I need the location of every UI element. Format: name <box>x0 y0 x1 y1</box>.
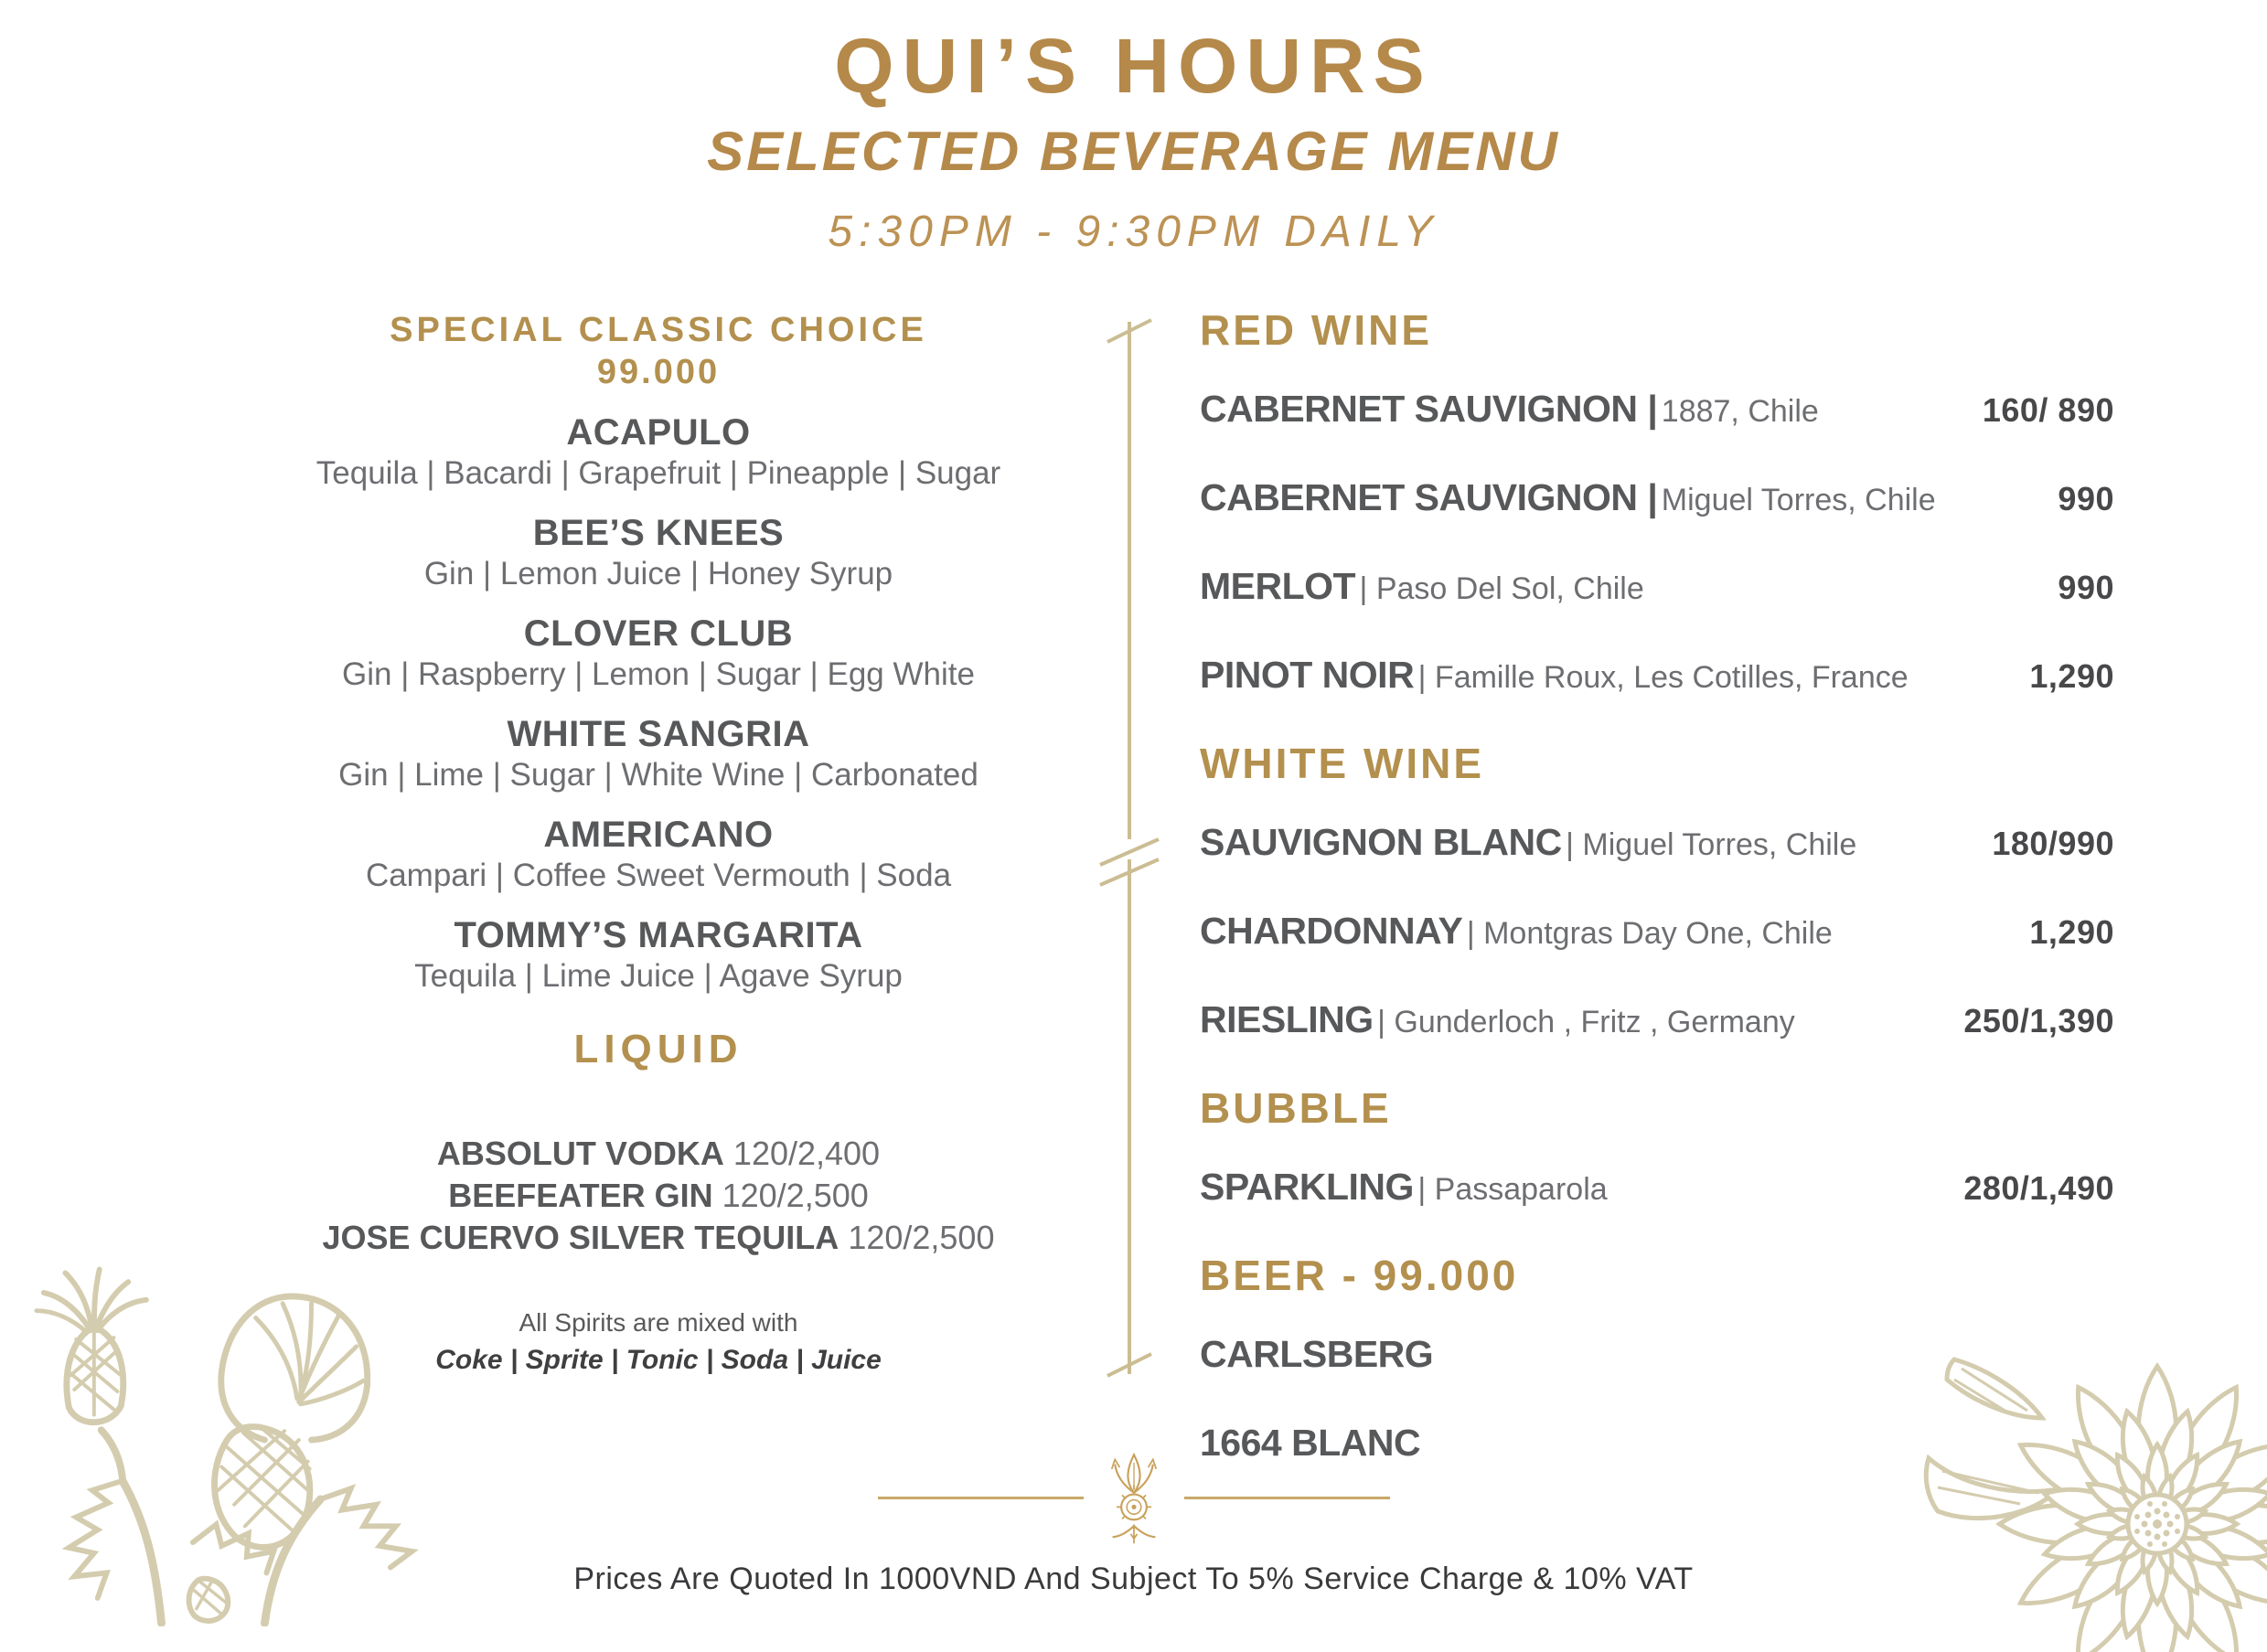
spirit-price: 120/2,500 <box>722 1177 869 1214</box>
spirit-item <box>201 1175 1116 1217</box>
menu-subtitle: SELECTED BEVERAGE MENU <box>707 121 1560 182</box>
spirit-price: 120/2,400 <box>732 1135 881 1172</box>
item-name: 1664 BLANC <box>1200 1422 1421 1464</box>
item-detail: | Passaparola <box>1417 1172 1608 1207</box>
cocktail-name: WHITE SANGRIA <box>507 714 810 754</box>
cocktail-item <box>201 914 1116 997</box>
menu-item-row <box>1200 654 2114 705</box>
item-price: 160/ 890 <box>1982 391 2114 429</box>
item-price: 990 <box>2058 569 2114 606</box>
mixers-note-intro: All Spirits are mixed with <box>519 1308 798 1337</box>
spirit-price: 120/2,500 <box>848 1219 995 1256</box>
cocktail-name: CLOVER CLUB <box>523 613 794 654</box>
menu-item-row <box>1200 388 2114 439</box>
mixers-note-list: Coke | Sprite | Tonic | Soda | Juice <box>435 1345 882 1375</box>
item-detail: | Gunderloch , Fritz , Germany <box>1377 1005 1795 1039</box>
cocktail-item <box>201 814 1116 896</box>
spirit-list <box>201 1133 1116 1259</box>
cocktail-ingredients: Campari | Coffee Sweet Vermouth | Soda <box>365 858 952 893</box>
page-title: QUI’S HOURS <box>834 23 1433 109</box>
cocktail-ingredients: Gin | Lime | Sugar | White Wine | Carbonated <box>338 757 978 793</box>
menu-item-row <box>1200 1166 2114 1217</box>
item-detail: | Paso Del Sol, Chile <box>1359 571 1644 606</box>
lotus-ornament-icon <box>1098 1446 1170 1549</box>
section-heading-bubble: BUBBLE <box>1200 1084 1392 1132</box>
menu-item-row <box>1200 910 2114 961</box>
item-price: 1,290 <box>2029 913 2114 951</box>
spirit-name: ABSOLUT VODKA <box>436 1135 724 1172</box>
divider-line-right <box>1184 1497 1390 1499</box>
section-heading-white-wine: WHITE WINE <box>1200 740 1485 787</box>
column-divider <box>1084 311 1175 1385</box>
dahlia-illustration <box>1791 1222 2267 1652</box>
footer-note: Prices Are Quoted In 1000VND And Subject To 5% Service Charge & 10% VAT <box>573 1561 1694 1596</box>
item-name: CABERNET SAUVIGNON | <box>1200 476 1658 518</box>
section-heading-beer: BEER - 99.000 <box>1200 1252 1519 1299</box>
cocktail-name: ACAPULO <box>566 412 751 453</box>
cocktail-ingredients: Tequila | Lime Juice | Agave Syrup <box>414 958 903 994</box>
cocktail-ingredients: Gin | Lemon Juice | Honey Syrup <box>423 556 893 592</box>
item-detail: | Miguel Torres, Chile <box>1566 827 1857 862</box>
menu-item-row <box>1200 565 2114 616</box>
section-heading-red-wine: RED WINE <box>1200 306 1432 354</box>
item-name: RIESLING <box>1200 998 1374 1040</box>
cocktail-item <box>201 411 1116 494</box>
item-price: 280/1,490 <box>1963 1169 2114 1207</box>
section-heading-liquid: LIQUID <box>573 1027 743 1071</box>
item-detail: Miguel Torres, Chile <box>1661 483 1936 517</box>
menu-item-row <box>1200 821 2114 872</box>
item-price: 1,290 <box>2029 657 2114 695</box>
item-price: 250/1,390 <box>1963 1002 2114 1039</box>
spirit-item <box>201 1133 1116 1175</box>
item-name: CARLSBERG <box>1200 1333 1434 1375</box>
item-name: SAUVIGNON BLANC <box>1200 821 1562 863</box>
menu-item-row <box>1200 998 2114 1050</box>
cocktail-name: BEE’S KNEES <box>532 513 785 553</box>
cocktail-name: TOMMY’S MARGARITA <box>454 915 863 955</box>
item-price: 180/990 <box>1992 825 2114 862</box>
item-name: MERLOT <box>1200 565 1356 607</box>
divider-line-left <box>878 1497 1084 1499</box>
cocktail-ingredients: Gin | Raspberry | Lemon | Sugar | Egg White <box>342 656 975 692</box>
item-detail: | Montgras Day One, Chile <box>1466 916 1833 951</box>
cocktail-list <box>201 411 1116 997</box>
thistle-illustration <box>0 1261 489 1626</box>
item-detail: | Famille Roux, Les Cotilles, France <box>1417 660 1909 695</box>
left-column <box>201 309 1116 1379</box>
cocktail-item <box>201 512 1116 594</box>
item-name: CHARDONNAY <box>1200 910 1463 952</box>
menu-item-row <box>1200 476 2114 528</box>
item-name: PINOT NOIR <box>1200 654 1415 696</box>
item-name: SPARKLING <box>1200 1166 1414 1208</box>
section-heading-special-classic-choice: SPECIAL CLASSIC CHOICE <box>390 311 927 349</box>
opening-hours: 5:30PM - 9:30PM DAILY <box>828 208 1439 256</box>
cocktail-ingredients: Tequila | Bacardi | Grapefruit | Pineapple | Sugar <box>315 455 1001 491</box>
spirit-name: JOSE CUERVO SILVER TEQUILA <box>322 1219 839 1256</box>
cocktail-item <box>201 613 1116 695</box>
spirit-item <box>201 1217 1116 1259</box>
cocktail-name: AMERICANO <box>543 815 774 855</box>
cocktail-item <box>201 713 1116 795</box>
item-price: 990 <box>2058 480 2114 517</box>
item-name: CABERNET SAUVIGNON | <box>1200 388 1658 430</box>
menu-header <box>0 22 2267 257</box>
special-section-price: 99.000 <box>596 353 721 391</box>
spirit-name: BEEFEATER GIN <box>448 1177 713 1214</box>
item-detail: 1887, Chile <box>1661 394 1819 429</box>
